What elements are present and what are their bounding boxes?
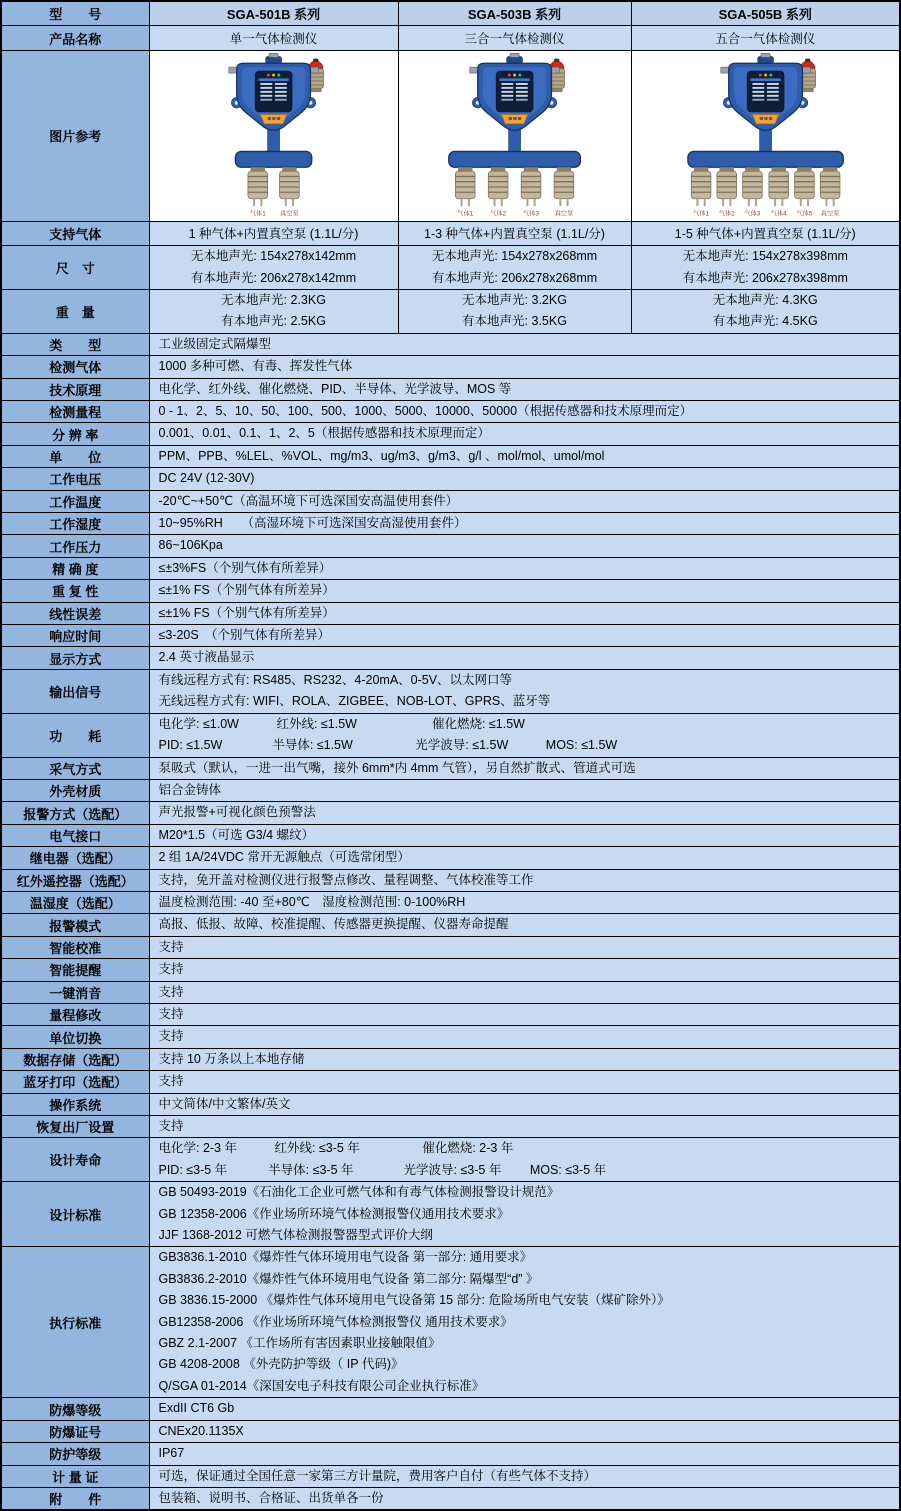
spec-row-value bbox=[149, 1465, 900, 1487]
spec-row-label: 电气接口 bbox=[1, 824, 149, 846]
spec-line: 2 组 1A/24VDC 常开无源触点（可选常闭型） bbox=[158, 850, 410, 865]
spec-row-value bbox=[149, 602, 900, 624]
spec-row bbox=[1, 468, 900, 490]
spec-row-label: 显示方式 bbox=[1, 647, 149, 669]
spec-row-label: 重 复 性 bbox=[1, 580, 149, 602]
spec-line: 支持 bbox=[158, 962, 184, 977]
image-cell-503b bbox=[398, 50, 631, 221]
spec-row-label: 单位切换 bbox=[1, 1026, 149, 1048]
spec-row-label: 防爆等级 bbox=[1, 1398, 149, 1420]
spec-rows-body bbox=[1, 333, 900, 1510]
spec-row bbox=[1, 936, 900, 958]
dimension-line: 有本地声光: 206x278x142mm bbox=[190, 270, 357, 285]
spec-row-value bbox=[149, 1420, 900, 1442]
spec-line: GB3836.1-2010《爆炸性气体环境用电气设备 第一部分: 通用要求》 bbox=[158, 1250, 533, 1265]
spec-row-value bbox=[149, 378, 900, 400]
spec-row-value bbox=[149, 713, 900, 757]
image-row bbox=[1, 50, 900, 221]
spec-row bbox=[1, 535, 900, 557]
spec-line: JJF 1368-2012 可燃气体检测报警器型式评价大纲 bbox=[158, 1228, 433, 1243]
spec-row-value bbox=[149, 333, 900, 355]
spec-row-label: 分 辨 率 bbox=[1, 423, 149, 445]
spec-row-label: 智能提醒 bbox=[1, 959, 149, 981]
spec-row bbox=[1, 513, 900, 535]
spec-row-value bbox=[149, 914, 900, 936]
product-name: 单一气体检测仪 bbox=[149, 26, 398, 50]
spec-row-label: 精 确 度 bbox=[1, 557, 149, 579]
spec-line: ≤3-20S （个别气体有所差异） bbox=[158, 628, 330, 643]
model-header-503b: SGA-503B 系列 bbox=[398, 1, 631, 26]
spec-row-value bbox=[149, 513, 900, 535]
sensor-cylinder bbox=[248, 168, 268, 207]
sensor-label: 气体2 bbox=[490, 210, 507, 218]
spec-row-value bbox=[149, 869, 900, 891]
spec-row-label: 继电器（选配） bbox=[1, 847, 149, 869]
sensor-label: 气体1 bbox=[249, 210, 266, 218]
spec-row bbox=[1, 423, 900, 445]
spec-row bbox=[1, 1420, 900, 1442]
spec-row-value bbox=[149, 847, 900, 869]
spec-row-value bbox=[149, 490, 900, 512]
spec-row-value bbox=[149, 1182, 900, 1247]
detector-body bbox=[720, 54, 810, 131]
spec-row-label: 检测气体 bbox=[1, 356, 149, 378]
spec-line: 可选，保证通过全国任意一家第三方计量院，费用客户自付（有些气体不支持） bbox=[158, 1468, 597, 1483]
spec-line: IP67 bbox=[158, 1446, 185, 1461]
spec-row bbox=[1, 580, 900, 602]
spec-line: PID: ≤1.5W 半导体: ≤1.5W 光学波导: ≤1.5W MOS: ≤1.5W bbox=[158, 738, 618, 753]
sensor-cylinder bbox=[521, 168, 541, 207]
spec-row-value bbox=[149, 959, 900, 981]
spec-line: 工业级固定式隔爆型 bbox=[158, 336, 272, 351]
supported-gas-value: 1 种气体+内置真空泵 (1.1L/分) bbox=[149, 221, 398, 245]
sensor-label: 气体3 bbox=[744, 210, 761, 218]
spec-line: 声光报警+可视化颜色预警法 bbox=[158, 805, 316, 820]
sensor-label: 气体3 bbox=[522, 210, 539, 218]
spec-row bbox=[1, 824, 900, 846]
sensor-cylinder bbox=[769, 168, 789, 207]
spec-row bbox=[1, 647, 900, 669]
spec-row bbox=[1, 401, 900, 423]
sensor-label: 真空泵 bbox=[279, 210, 299, 218]
spec-row-label: 红外遥控器（选配） bbox=[1, 869, 149, 891]
spec-line: 中文简体/中文繁体/英文 bbox=[158, 1096, 291, 1111]
spec-line: 支持 bbox=[158, 1029, 184, 1044]
spec-row-value bbox=[149, 535, 900, 557]
spec-line: 支持 bbox=[158, 1074, 184, 1089]
spec-row-value bbox=[149, 1048, 900, 1070]
spec-row-label: 智能校准 bbox=[1, 936, 149, 958]
model-row bbox=[1, 1, 900, 26]
spec-line: 支持 10 万条以上本地存储 bbox=[158, 1051, 305, 1066]
spec-row-value bbox=[149, 1093, 900, 1115]
sensor-cylinder bbox=[554, 168, 574, 207]
sensor-cylinder bbox=[455, 168, 475, 207]
spec-row bbox=[1, 1138, 900, 1182]
weight-line: 无本地声光: 2.3KG bbox=[221, 292, 326, 307]
spec-line: 泵吸式（默认，一进一出气嘴，接外 6mm*内 4mm 气管），另自然扩散式、管道式可选 bbox=[158, 760, 636, 775]
device-image-505b bbox=[680, 54, 851, 218]
dimension-line: 无本地声光: 154x278x398mm bbox=[682, 249, 848, 264]
spec-row-label: 温湿度（选配） bbox=[1, 891, 149, 913]
spec-row-label: 附 件 bbox=[1, 1487, 149, 1510]
spec-line: 包装箱、说明书、合格证、出货单各一份 bbox=[158, 1490, 384, 1505]
dimensions-value bbox=[398, 246, 631, 290]
spec-line: ≤±1% FS（个别气体有所差异） bbox=[158, 605, 335, 620]
spec-row-label: 报警方式（选配） bbox=[1, 802, 149, 824]
dimension-line: 无本地声光: 154x278x268mm bbox=[431, 249, 598, 264]
spec-row-value bbox=[149, 401, 900, 423]
spec-row-value bbox=[149, 824, 900, 846]
manifold bbox=[688, 152, 843, 168]
spec-line: Q/SGA 01-2014《深国安电子科技有限公司企业执行标准》 bbox=[158, 1378, 485, 1393]
spec-line: CNEx20.1135X bbox=[158, 1423, 244, 1438]
model-row-label: 型 号 bbox=[1, 1, 149, 26]
supported-gas-label: 支持气体 bbox=[1, 221, 149, 245]
spec-row bbox=[1, 713, 900, 757]
spec-row-value bbox=[149, 647, 900, 669]
spec-line: 支持 bbox=[158, 1119, 184, 1134]
spec-row bbox=[1, 356, 900, 378]
spec-line: 2.4 英寸液晶显示 bbox=[158, 650, 255, 665]
image-row-label: 图片参考 bbox=[1, 50, 149, 221]
spec-row bbox=[1, 914, 900, 936]
dimension-line: 无本地声光: 154x278x142mm bbox=[190, 249, 357, 264]
spec-row-value bbox=[149, 1487, 900, 1510]
spec-row-label: 工作压力 bbox=[1, 535, 149, 557]
spec-row bbox=[1, 1247, 900, 1398]
sensor-cylinder bbox=[717, 168, 737, 207]
sensor-label: 气体1 bbox=[457, 210, 474, 218]
spec-line: 支持 bbox=[158, 1006, 184, 1021]
product-row-label: 产品名称 bbox=[1, 26, 149, 50]
weight-line: 有本地声光: 4.5KG bbox=[712, 314, 818, 329]
spec-row-label: 执行标准 bbox=[1, 1247, 149, 1398]
spec-row bbox=[1, 1116, 900, 1138]
spec-line: 支持 bbox=[158, 984, 184, 999]
spec-row-label: 线性误差 bbox=[1, 602, 149, 624]
spec-row-value bbox=[149, 669, 900, 713]
spec-line: -20℃~+50℃（高温环境下可选深国安高温使用套件） bbox=[158, 493, 459, 508]
image-cell-505b bbox=[631, 50, 900, 221]
sensor-label: 气体5 bbox=[796, 210, 813, 218]
dimensions-value bbox=[149, 246, 398, 290]
spec-row-value bbox=[149, 580, 900, 602]
spec-row-value bbox=[149, 802, 900, 824]
spec-line: GB 4208-2008 《外壳防护等级（ IP 代码)》 bbox=[158, 1357, 404, 1372]
spec-row bbox=[1, 779, 900, 801]
spec-line: 10~95%RH （高湿环境下可选深国安高湿使用套件） bbox=[158, 516, 467, 531]
spec-row-value bbox=[149, 468, 900, 490]
spec-row bbox=[1, 847, 900, 869]
detector-body bbox=[229, 54, 319, 131]
sensor-label: 气体2 bbox=[718, 210, 735, 218]
spec-line: PPM、PPB、%LEL、%VOL、mg/m3、ug/m3、g/m3、g/l 、mol/mol、umol/mol bbox=[158, 448, 605, 463]
device-image-501b bbox=[188, 54, 359, 218]
spec-line: 0.001、0.01、0.1、1、2、5（根据传感器和技术原理而定） bbox=[158, 426, 490, 441]
spec-row-label: 技术原理 bbox=[1, 378, 149, 400]
dimensions-value bbox=[631, 246, 900, 290]
spec-line: GB3836.2-2010《爆炸性气体环境用电气设备 第二部分: 隔爆型“d” 》 bbox=[158, 1271, 539, 1286]
spec-row bbox=[1, 1093, 900, 1115]
spec-row-label: 报警模式 bbox=[1, 914, 149, 936]
spec-row bbox=[1, 1398, 900, 1420]
sensor-cylinder bbox=[820, 168, 840, 207]
spec-line: GB 50493-2019《石油化工企业可燃气体和有毒气体检测报警设计规范》 bbox=[158, 1185, 560, 1200]
spec-row-label: 外壳材质 bbox=[1, 779, 149, 801]
spec-row-label: 防爆证号 bbox=[1, 1420, 149, 1442]
device-image-503b bbox=[429, 54, 600, 218]
spec-row-value bbox=[149, 356, 900, 378]
spec-row bbox=[1, 981, 900, 1003]
sensor-label: 气体1 bbox=[692, 210, 709, 218]
spec-line: PID: ≤3-5 年 半导体: ≤3-5 年 光学波导: ≤3-5 年 MOS: ≤3-5 年 bbox=[158, 1162, 607, 1177]
dimension-line: 有本地声光: 206x278x398mm bbox=[682, 270, 848, 285]
weight-value bbox=[149, 289, 398, 333]
spec-row-label: 恢复出厂设置 bbox=[1, 1116, 149, 1138]
model-header-501b: SGA-501B 系列 bbox=[149, 1, 398, 26]
detector-body bbox=[470, 54, 560, 131]
spec-line: 有线远程方式有: RS485、RS232、4-20mA、0-5V、以太网口等 bbox=[158, 672, 513, 687]
spec-row-label: 设计标准 bbox=[1, 1182, 149, 1247]
spec-row-value bbox=[149, 1116, 900, 1138]
weight-label: 重 量 bbox=[1, 289, 149, 333]
spec-row-value bbox=[149, 557, 900, 579]
spec-line: DC 24V (12-30V) bbox=[158, 471, 255, 486]
spec-row bbox=[1, 1182, 900, 1247]
spec-row-label: 单 位 bbox=[1, 445, 149, 467]
spec-row-value bbox=[149, 423, 900, 445]
spec-line: 无线远程方式有: WIFI、ROLA、ZIGBEE、NOB-LOT、GPRS、蓝牙等 bbox=[158, 694, 551, 709]
spec-row-label: 响应时间 bbox=[1, 625, 149, 647]
spec-row-value bbox=[149, 1247, 900, 1398]
spec-row-label: 计 量 证 bbox=[1, 1465, 149, 1487]
spec-row-value bbox=[149, 757, 900, 779]
weight-row bbox=[1, 289, 900, 333]
spec-row bbox=[1, 1465, 900, 1487]
spec-row bbox=[1, 669, 900, 713]
image-cell-501b bbox=[149, 50, 398, 221]
spec-line: ExdII CT6 Gb bbox=[158, 1401, 235, 1416]
spec-row bbox=[1, 1071, 900, 1093]
product-name: 三合一气体检测仪 bbox=[398, 26, 631, 50]
spec-line: 支持，免开盖对检测仪进行报警点修改、量程调整、气体校准等工作 bbox=[158, 872, 534, 887]
weight-line: 有本地声光: 3.5KG bbox=[462, 314, 567, 329]
supported-gas-value: 1-3 种气体+内置真空泵 (1.1L/分) bbox=[398, 221, 631, 245]
supported-gas-row bbox=[1, 221, 900, 245]
spec-line: GB 3836.15-2000 《爆炸性气体环境用电气设备第 15 部分: 危险场所电气安装（煤矿除外）》 bbox=[158, 1293, 670, 1308]
weight-line: 有本地声光: 2.5KG bbox=[221, 314, 326, 329]
sensor-cylinder bbox=[488, 168, 508, 207]
weight-value bbox=[631, 289, 900, 333]
spec-row-label: 采气方式 bbox=[1, 757, 149, 779]
spec-row bbox=[1, 333, 900, 355]
dimension-line: 有本地声光: 206x278x268mm bbox=[431, 270, 598, 285]
spec-row-value bbox=[149, 1443, 900, 1465]
spec-row-value bbox=[149, 625, 900, 647]
spec-line: 高报、低报、故障、校准提醒、传感器更换提醒、仪器寿命提醒 bbox=[158, 917, 509, 932]
spec-row-label: 工作电压 bbox=[1, 468, 149, 490]
sensor-label: 真空泵 bbox=[820, 210, 840, 218]
spec-row-label: 检测量程 bbox=[1, 401, 149, 423]
spec-row-value bbox=[149, 1003, 900, 1025]
sensor-label: 真空泵 bbox=[554, 210, 574, 218]
spec-row-value bbox=[149, 1071, 900, 1093]
spec-row bbox=[1, 602, 900, 624]
spec-row-label: 蓝牙打印（选配） bbox=[1, 1071, 149, 1093]
spec-row-label: 数据存储（选配） bbox=[1, 1048, 149, 1070]
spec-line: 温度检测范围: -40 至+80℃ 湿度检测范围: 0-100%RH bbox=[158, 894, 466, 909]
spec-line: 1000 多种可燃、有毒、挥发性气体 bbox=[158, 359, 353, 374]
model-header-505b: SGA-505B 系列 bbox=[631, 1, 900, 26]
manifold bbox=[235, 152, 311, 168]
weight-value bbox=[398, 289, 631, 333]
spec-row-value bbox=[149, 936, 900, 958]
dimensions-label: 尺 寸 bbox=[1, 246, 149, 290]
spec-line: ≤±3%FS（个别气体有所差异） bbox=[158, 560, 332, 575]
dimensions-row bbox=[1, 246, 900, 290]
spec-row bbox=[1, 757, 900, 779]
weight-line: 无本地声光: 3.2KG bbox=[462, 292, 567, 307]
manifold bbox=[449, 152, 581, 168]
sensor-cylinder bbox=[794, 168, 814, 207]
spec-row-label: 输出信号 bbox=[1, 669, 149, 713]
spec-row-value bbox=[149, 891, 900, 913]
spec-row-value bbox=[149, 1398, 900, 1420]
spec-row bbox=[1, 959, 900, 981]
spec-row-value bbox=[149, 981, 900, 1003]
spec-row-value bbox=[149, 1138, 900, 1182]
spec-line: 电化学: 2-3 年 红外线: ≤3-5 年 催化燃烧: 2-3 年 bbox=[158, 1141, 514, 1156]
spec-row-label: 设计寿命 bbox=[1, 1138, 149, 1182]
product-name: 五合一气体检测仪 bbox=[631, 26, 900, 50]
spec-row bbox=[1, 378, 900, 400]
spec-row bbox=[1, 1443, 900, 1465]
spec-row bbox=[1, 445, 900, 467]
spec-line: GBZ 2.1-2007 《工作场所有害因素职业接触限值》 bbox=[158, 1336, 441, 1351]
product-name-row bbox=[1, 26, 900, 50]
spec-row-value bbox=[149, 445, 900, 467]
spec-row bbox=[1, 625, 900, 647]
spec-row-value bbox=[149, 779, 900, 801]
weight-line: 无本地声光: 4.3KG bbox=[712, 292, 818, 307]
spec-row bbox=[1, 891, 900, 913]
spec-line: ≤±1% FS（个别气体有所差异） bbox=[158, 583, 335, 598]
spec-row-label: 操作系统 bbox=[1, 1093, 149, 1115]
spec-row-label: 防护等级 bbox=[1, 1443, 149, 1465]
spec-row bbox=[1, 802, 900, 824]
spec-row bbox=[1, 1048, 900, 1070]
spec-line: 铝合金铸体 bbox=[158, 782, 222, 797]
spec-line: 电化学、红外线、催化燃烧、PID、半导体、光学波导、MOS 等 bbox=[158, 381, 512, 396]
sensor-label: 气体4 bbox=[770, 210, 787, 218]
spec-row bbox=[1, 1487, 900, 1510]
sensor-cylinder bbox=[742, 168, 762, 207]
sensor-cylinder bbox=[691, 168, 711, 207]
spec-row-label: 类 型 bbox=[1, 333, 149, 355]
spec-row-label: 一键消音 bbox=[1, 981, 149, 1003]
supported-gas-value: 1-5 种气体+内置真空泵 (1.1L/分) bbox=[631, 221, 900, 245]
spec-row-label: 量程修改 bbox=[1, 1003, 149, 1025]
spec-row-label: 工作湿度 bbox=[1, 513, 149, 535]
spec-line: GB 12358-2006《作业场所环境气体检测报警仪通用技术要求》 bbox=[158, 1206, 510, 1221]
spec-row-label: 功 耗 bbox=[1, 713, 149, 757]
spec-row bbox=[1, 490, 900, 512]
spec-line: 0 - 1、2、5、10、50、100、500、1000、5000、10000、50000（根据传感器和技术原理而定） bbox=[158, 404, 693, 419]
spec-row bbox=[1, 1003, 900, 1025]
spec-row-label: 工作温度 bbox=[1, 490, 149, 512]
spec-row bbox=[1, 1026, 900, 1048]
spec-line: 支持 bbox=[158, 939, 184, 954]
spec-line: GB12358-2006 《作业场所环境气体检测报警仪 通用技术要求》 bbox=[158, 1314, 513, 1329]
spec-line: 86~106Kpa bbox=[158, 538, 223, 553]
spec-row bbox=[1, 869, 900, 891]
spec-row bbox=[1, 557, 900, 579]
spec-row-value bbox=[149, 1026, 900, 1048]
spec-line: M20*1.5（可选 G3/4 螺纹） bbox=[158, 827, 315, 842]
spec-line: 电化学: ≤1.0W 红外线: ≤1.5W 催化燃烧: ≤1.5W bbox=[158, 716, 525, 731]
sensor-cylinder bbox=[279, 168, 299, 207]
